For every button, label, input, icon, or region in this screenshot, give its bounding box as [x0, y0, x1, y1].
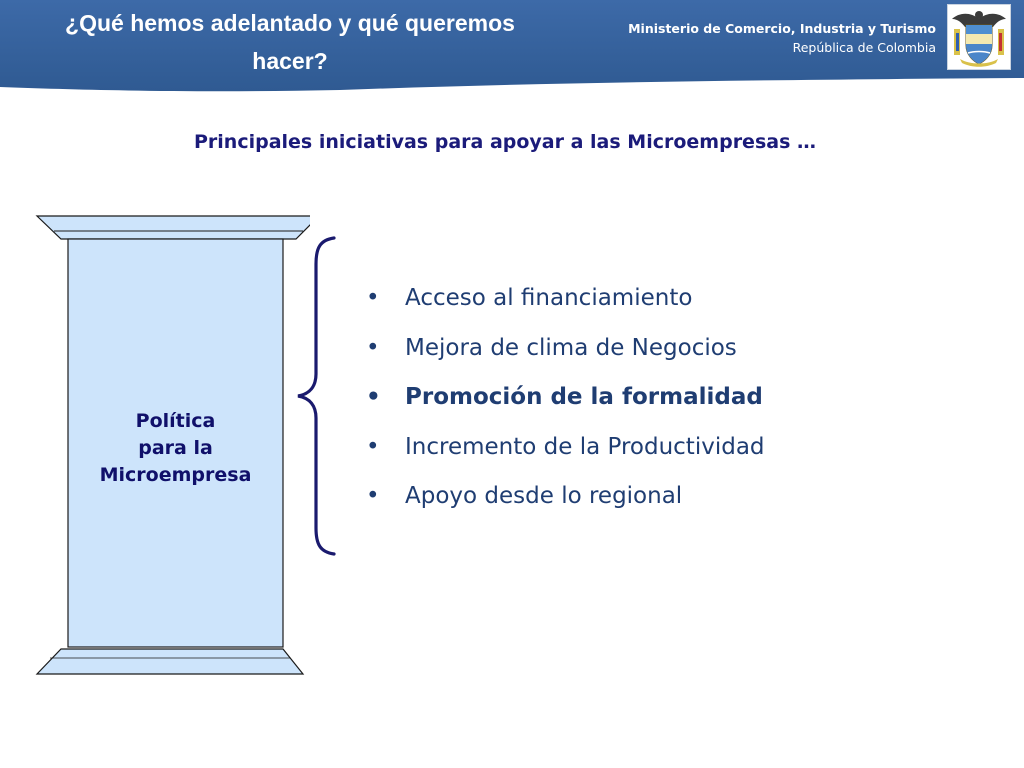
pillar-capital — [37, 216, 310, 239]
list-item — [364, 377, 765, 427]
slide-title-line-1: ¿Qué hemos adelantado y qué queremos — [65, 10, 515, 36]
curly-brace-icon — [290, 234, 340, 556]
pillar-label-line-1: Política — [135, 410, 216, 432]
ministry-name: Ministerio de Comercio, Industria y Turismo — [628, 21, 936, 36]
list-item — [364, 328, 765, 378]
bullet-icon: • — [366, 285, 380, 311]
initiative-text: Incremento de la Productividad — [405, 433, 765, 460]
bullet-icon: • — [366, 483, 380, 509]
initiative-text: Apoyo desde lo regional — [405, 483, 683, 509]
list-item — [364, 278, 765, 328]
ministry-block — [628, 19, 936, 57]
initiative-text: Acceso al financiamiento — [405, 285, 693, 311]
pillar-label-line-3: Microempresa — [99, 464, 252, 486]
list-item — [364, 427, 765, 477]
pillar-base — [37, 649, 303, 674]
slide-title — [0, 4, 580, 80]
country-name: República de Colombia — [792, 40, 936, 55]
slide-title-line-2: hacer? — [252, 48, 328, 74]
bullet-icon: • — [366, 334, 380, 361]
pillar-label — [68, 408, 283, 489]
list-item — [364, 476, 765, 526]
initiatives-list — [364, 278, 765, 526]
bullet-icon: • — [366, 433, 380, 460]
pillar-label-line-2: para la — [138, 437, 213, 459]
coat-of-arms-icon — [947, 4, 1011, 70]
initiative-text: Promoción de la formalidad — [405, 384, 763, 410]
section-subtitle: Principales iniciativas para apoyar a las Microempresas … — [193, 131, 817, 153]
bullet-icon: • — [366, 384, 381, 410]
initiative-text: Mejora de clima de Negocios — [405, 334, 737, 361]
